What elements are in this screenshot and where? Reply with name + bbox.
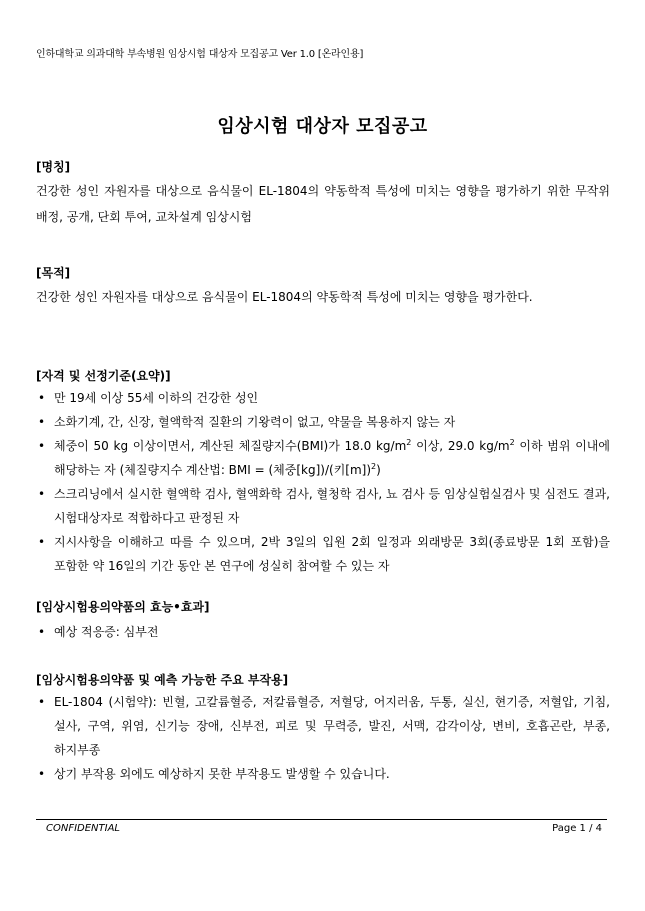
- footer-confidential: CONFIDENTIAL: [46, 823, 121, 834]
- side-effects-list: [36, 690, 610, 786]
- list-item: [36, 762, 610, 786]
- bullet-icon: •: [38, 625, 46, 639]
- bullet-icon: •: [38, 695, 46, 709]
- bullet-icon: •: [38, 487, 46, 501]
- list-item: [36, 530, 610, 578]
- bullet-icon: •: [38, 535, 46, 549]
- list-item-text: 소화기계, 간, 신장, 혈액학적 질환의 기왕력이 없고, 약물을 복용하지 않는 자: [54, 415, 456, 429]
- list-item: [36, 482, 610, 530]
- efficacy-list: [36, 620, 610, 644]
- section-heading-purpose: [목적]: [36, 266, 71, 280]
- list-item-text: 상기 부작용 외에도 예상하지 못한 부작용도 발생할 수 있습니다.: [54, 767, 390, 781]
- list-item-text: 예상 적응증: 심부전: [54, 625, 159, 639]
- list-item-text: 만 19세 이상 55세 이하의 건강한 성인: [54, 391, 259, 405]
- section-heading-side-effects: [임상시험용의약품 및 예측 가능한 주요 부작용]: [36, 673, 289, 687]
- footer-divider: [36, 819, 607, 820]
- bullet-icon: •: [38, 767, 46, 781]
- bullet-icon: •: [38, 439, 46, 453]
- list-item: [36, 620, 610, 644]
- bullet-icon: •: [38, 415, 46, 429]
- list-item-text: 체중이 50 kg 이상이면서, 계산된 체질량지수(BMI)가 18.0 $kg/m^2$ 이상, 29.0 $kg/m^2$ 이하 범위 이내에 해당하는 자 (체질량지수 계산법: BMI = (체중[kg])/(키[m])$^2$): [54, 438, 610, 477]
- criteria-list: [36, 386, 610, 578]
- section-text-purpose: 건강한 성인 자원자를 대상으로 음식물이 EL-1804의 약동학적 특성에 미치는 영향을 평가한다.: [36, 290, 533, 304]
- bullet-icon: •: [38, 391, 46, 405]
- list-item-text: 지시사항을 이해하고 따를 수 있으며, 2박 3일의 입원 2회 일정과 외래방문 3회(종료방문 1회 포함)을 포함한 약 16일의 기간 동안 본 연구에 성실히 참여할 수 있는 자: [54, 535, 610, 573]
- footer-page-number: Page 1 / 4: [552, 823, 602, 834]
- section-text-name: 건강한 성인 자원자를 대상으로 음식물이 EL-1804의 약동학적 특성에 미치는 영향을 평가하기 위한 무작위 배정, 공개, 단회 투여, 교차설계 임상시험: [36, 184, 610, 224]
- document-header: 인하대학교 의과대학 부속병원 임상시험 대상자 모집공고 Ver 1.0 [온라인용]: [36, 49, 364, 60]
- list-item-text: EL-1804 (시험약): 빈혈, 고칼륨혈증, 저칼륨혈증, 저혈당, 어지러움, 두통, 실신, 현기증, 저혈압, 기침, 설사, 구역, 위염, 신기능 장애, 신부전, 피로 및 무력증, 발진, 서맥, 감각이상, 변비, 호흡곤란, 부종, 하지부종: [54, 695, 610, 757]
- list-item: [36, 410, 610, 434]
- section-heading-name: [명칭]: [36, 160, 71, 174]
- list-item: [36, 434, 610, 482]
- list-item: [36, 690, 610, 762]
- section-heading-efficacy: [임상시험용의약품의 효능•효과]: [36, 600, 210, 614]
- page-title: 임상시험 대상자 모집공고: [217, 116, 428, 137]
- section-heading-criteria: [자격 및 선정기준(요약)]: [36, 369, 171, 383]
- list-item: [36, 386, 610, 410]
- list-item-text: 스크리닝에서 실시한 혈액학 검사, 혈액화학 검사, 혈청학 검사, 뇨 검사 등 임상실험실검사 및 심전도 결과, 시험대상자로 적합하다고 판정된 자: [54, 487, 610, 525]
